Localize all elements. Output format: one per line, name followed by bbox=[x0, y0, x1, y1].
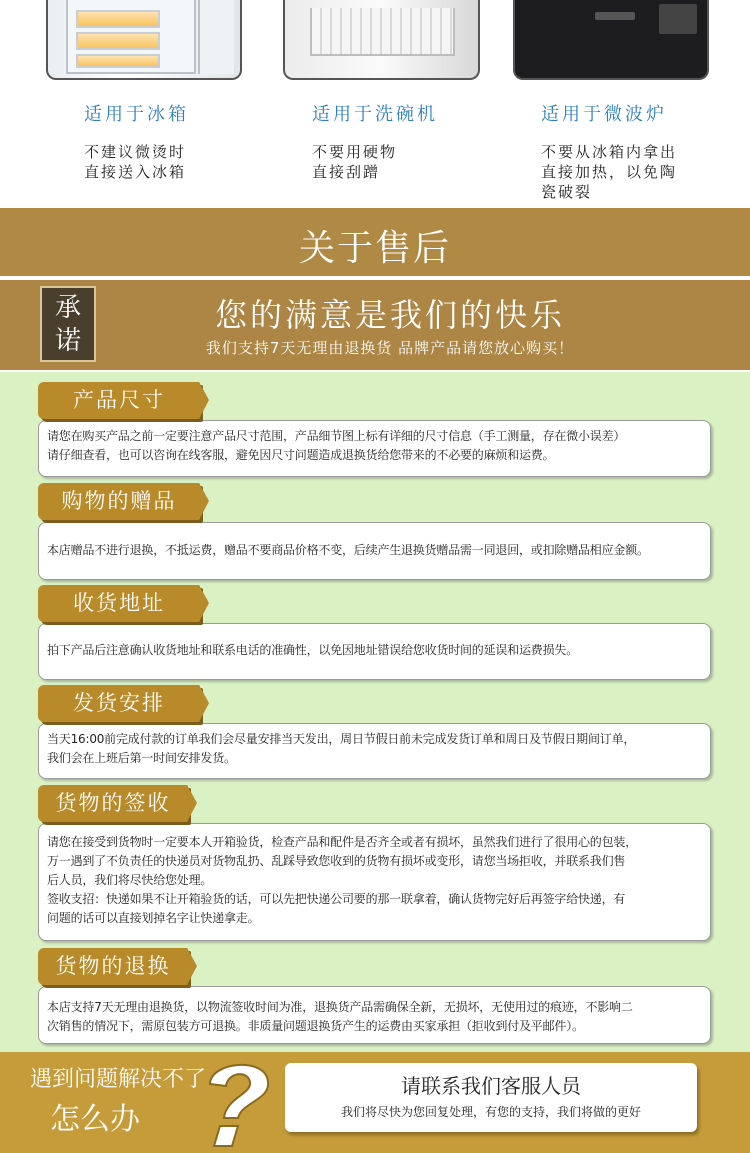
appliance-section bbox=[0, 0, 750, 208]
policy-box-size bbox=[38, 420, 711, 477]
promise-subtitle: 我们支持7天无理由退换货 品牌产品请您放心购买！ bbox=[205, 339, 575, 357]
policy-box-gift bbox=[38, 522, 711, 580]
contact-question: 遇到问题解决不了 bbox=[30, 1067, 207, 1092]
policy-text: 后人员，我们将尽快给您处理。 bbox=[47, 873, 213, 887]
appliance-note bbox=[541, 142, 677, 202]
promise-header bbox=[0, 280, 750, 370]
policy-text: 请您在购买产品之前一定要注意产品尺寸范围，产品细节图上标有详细的尺寸信息（手工测量，存在微小误差） bbox=[47, 429, 626, 443]
microwave-control-panel bbox=[659, 4, 697, 34]
policy-text: 拍下产品后注意确认收货地址和联系电话的准确性，以免因地址错误给您收货时间的延误和运费损失。 bbox=[47, 643, 579, 657]
contact-title: 请联系我们客服人员 bbox=[401, 1074, 581, 1098]
appliance-dishwasher bbox=[312, 100, 438, 182]
policy-label-receipt: 货物的签收 bbox=[38, 785, 188, 822]
appliance-note-line: 直接刮蹭 bbox=[312, 163, 381, 181]
policy-label-gift: 购物的赠品 bbox=[38, 483, 200, 520]
fridge-image bbox=[46, 0, 242, 80]
fridge-drawer bbox=[76, 32, 160, 50]
contact-card[interactable] bbox=[285, 1063, 697, 1132]
promise-title: 您的满意是我们的快乐 bbox=[214, 296, 565, 334]
appliance-note bbox=[312, 142, 438, 182]
policy-label-address: 收货地址 bbox=[38, 585, 200, 622]
promise-badge-char: 承 bbox=[54, 293, 81, 323]
policy-text: 签收支招：快递如果不让开箱验货的话，可以先把快递公司要的那一联拿着，确认货物完好后再签字给快递，有 bbox=[47, 892, 626, 906]
contact-question-2: 怎么办 bbox=[50, 1102, 140, 1137]
contact-footer bbox=[0, 1052, 750, 1153]
after-sales-banner bbox=[0, 208, 750, 276]
appliance-note bbox=[84, 142, 189, 182]
fridge-drawer bbox=[76, 10, 160, 28]
policy-text: 本店赠品不进行退换，不抵运费，赠品不要商品价格不变，后续产生退换货赠品需一同退回，或扣除赠品相应金额。 bbox=[47, 543, 649, 557]
policy-label-size: 产品尺寸 bbox=[38, 382, 200, 419]
policy-text: 问题的话可以直接划掉名字让快递拿走。 bbox=[47, 911, 260, 925]
appliance-note-line: 直接送入冰箱 bbox=[84, 163, 187, 181]
appliance-note-line: 直接加热，以免陶 bbox=[541, 163, 678, 181]
policy-text: 次销售的情况下，需原包装方可退换。非质量问题退换货产生的运费由买家承担（拒收到付及平邮件）。 bbox=[47, 1019, 584, 1033]
appliance-title: 适用于冰箱 bbox=[84, 104, 189, 125]
question-mark-icon bbox=[198, 1054, 278, 1150]
policy-text: 请仔细查看，也可以咨询在线客服，避免因尺寸问题造成退换货给您带来的不必要的麻烦和运费。 bbox=[47, 448, 555, 462]
promise-badge bbox=[40, 286, 96, 362]
policy-text: 当天16:00前完成付款的订单我们会尽量安排当天发出，周日节假日前未完成发货订单和周日及节假日期间订单， bbox=[47, 732, 636, 746]
policy-box-address bbox=[38, 623, 711, 680]
appliance-microwave bbox=[541, 100, 677, 202]
policy-text: 我们会在上班后第一时间安排发货。 bbox=[47, 751, 236, 765]
policy-area bbox=[0, 372, 750, 1052]
fridge-door bbox=[198, 0, 234, 74]
dishwasher-image bbox=[283, 0, 480, 80]
appliance-note-line: 不要用硬物 bbox=[312, 143, 398, 161]
fridge-drawer bbox=[76, 54, 160, 68]
fridge-body bbox=[66, 0, 196, 74]
policy-label-return: 货物的退换 bbox=[38, 948, 188, 985]
appliance-note-line: 不建议微烫时 bbox=[84, 143, 187, 161]
appliance-note-line: 不要从冰箱内拿出 bbox=[541, 143, 678, 161]
appliance-title: 适用于洗碗机 bbox=[312, 104, 438, 125]
microwave-image bbox=[513, 0, 709, 80]
contact-subtitle: 我们将尽快为您回复处理，有您的支持，我们将做的更好 bbox=[340, 1105, 641, 1119]
banner-title: 关于售后 bbox=[298, 228, 451, 269]
policy-text: 本店支持7天无理由退换货，以物流签收时间为准，退换货产品需确保全新，无损坏，无使用过的痕迹，不影响二 bbox=[47, 1000, 633, 1014]
appliance-fridge bbox=[84, 100, 189, 182]
policy-box-shipping bbox=[38, 723, 711, 779]
policy-text: 万一遇到了不负责任的快递员对货物乱扔、乱踩导致您收到的货物有损坏或变形，请您当场拒收，并联系我们售 bbox=[47, 854, 626, 868]
policy-box-return bbox=[38, 986, 711, 1044]
policy-label-shipping: 发货安排 bbox=[38, 685, 200, 722]
promise-badge-char: 诺 bbox=[54, 326, 81, 356]
dishwasher-rack bbox=[310, 8, 455, 56]
policy-box-receipt bbox=[38, 823, 711, 941]
policy-text: 请您在接受到货物时一定要本人开箱验货，检查产品和配件是否齐全或者有损坏，虽然我们进行了很用心的包装， bbox=[47, 835, 638, 849]
appliance-note-line: 瓷破裂 bbox=[541, 183, 593, 201]
microwave-logo bbox=[595, 12, 635, 20]
appliance-title: 适用于微波炉 bbox=[541, 104, 667, 125]
